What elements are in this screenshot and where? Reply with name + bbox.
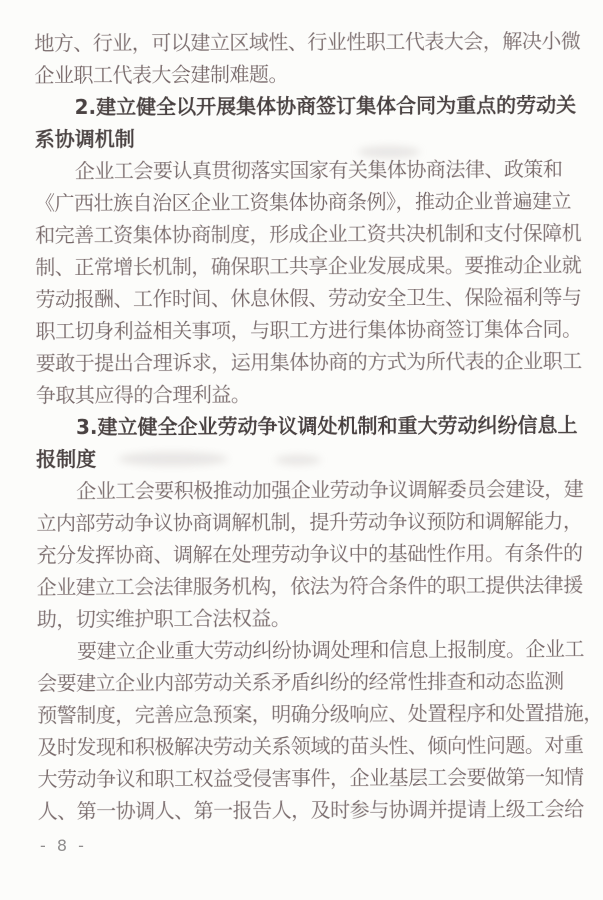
text-line: 职工切身利益相关事项，与职工方进行集体协商签订集体合同。 [35, 316, 582, 344]
text-line: 制、正常增长机制，确保职工共享企业发展成果。要推动企业就 [35, 252, 582, 280]
text-line: 助，切实维护职工合法权益。 [36, 606, 291, 632]
text-line: 企业职工代表大会建制难题。 [34, 62, 289, 88]
text-line: 企业建立工会法律服务机构，依法为符合条件的职工提供法律援 [36, 572, 583, 600]
text-line: 企业工会要认真贯彻落实国家有关集体协商法律、政策和 [74, 156, 563, 183]
text-line: 大劳动争议和职工权益受侵害事件，企业基层工会要做第一知情 [37, 764, 584, 792]
section-heading-line: 3.建立健全企业劳动争议调处机制和重大劳动纠纷信息上 [75, 412, 578, 439]
text-line: 和完善工资集体协商制度，形成企业工资共决机制和支付保障机 [35, 220, 582, 248]
section-heading-line: 2.建立健全以开展集体协商签订集体合同为重点的劳动关 [74, 92, 577, 119]
scan-smudge [118, 452, 228, 466]
document-text [34, 25, 603, 827]
text-line: 要建立企业重大劳动纠纷协调处理和信息上报制度。企业工 [76, 636, 585, 663]
text-line: 《广西壮族自治区企业工资集体协商条例》，推动企业普遍建立 [34, 188, 572, 216]
text-line: 地方、行业，可以建立区域性、行业性职工代表大会，解决小微 [34, 28, 581, 56]
page-number: - 8 - [40, 836, 87, 855]
text-line: 人、第一协调人、第一报告人，及时参与协调并提请上级工会给 [37, 796, 584, 824]
text-line: 争取其应得的合理利益。 [35, 382, 251, 408]
text-line: 劳动报酬、工作时间、休息休假、劳动安全卫生、保险福利等与 [35, 284, 582, 312]
text-line: 充分发挥协商、调解在处理劳动争议中的基础性作用。有条件的 [36, 540, 583, 568]
text-line: 会要建立企业内部劳动关系矛盾纠纷的经常性排查和动态监测 [37, 668, 564, 696]
text-line: 企业工会要积极推动加强企业劳动争议调解委员会建设，建 [76, 476, 584, 503]
scan-smudge [358, 146, 420, 158]
text-line: 及时发现和积极解决劳动关系领域的苗头性、倾向性问题。对重 [37, 732, 584, 760]
text-line: 要敢于提出合理诉求，运用集体协商的方式为所代表的企业职工 [35, 348, 582, 376]
section-heading-line: 系协调机制 [34, 126, 135, 152]
text-line: 预警制度，完善应急预案，明确分级响应、处置程序和处置措施， [37, 700, 603, 728]
section-heading-line: 报制度 [36, 446, 97, 472]
scan-smudge [275, 455, 321, 465]
text-line: 立内部劳动争议协商调解机制，提升劳动争议预防和调解能力， [36, 508, 583, 536]
